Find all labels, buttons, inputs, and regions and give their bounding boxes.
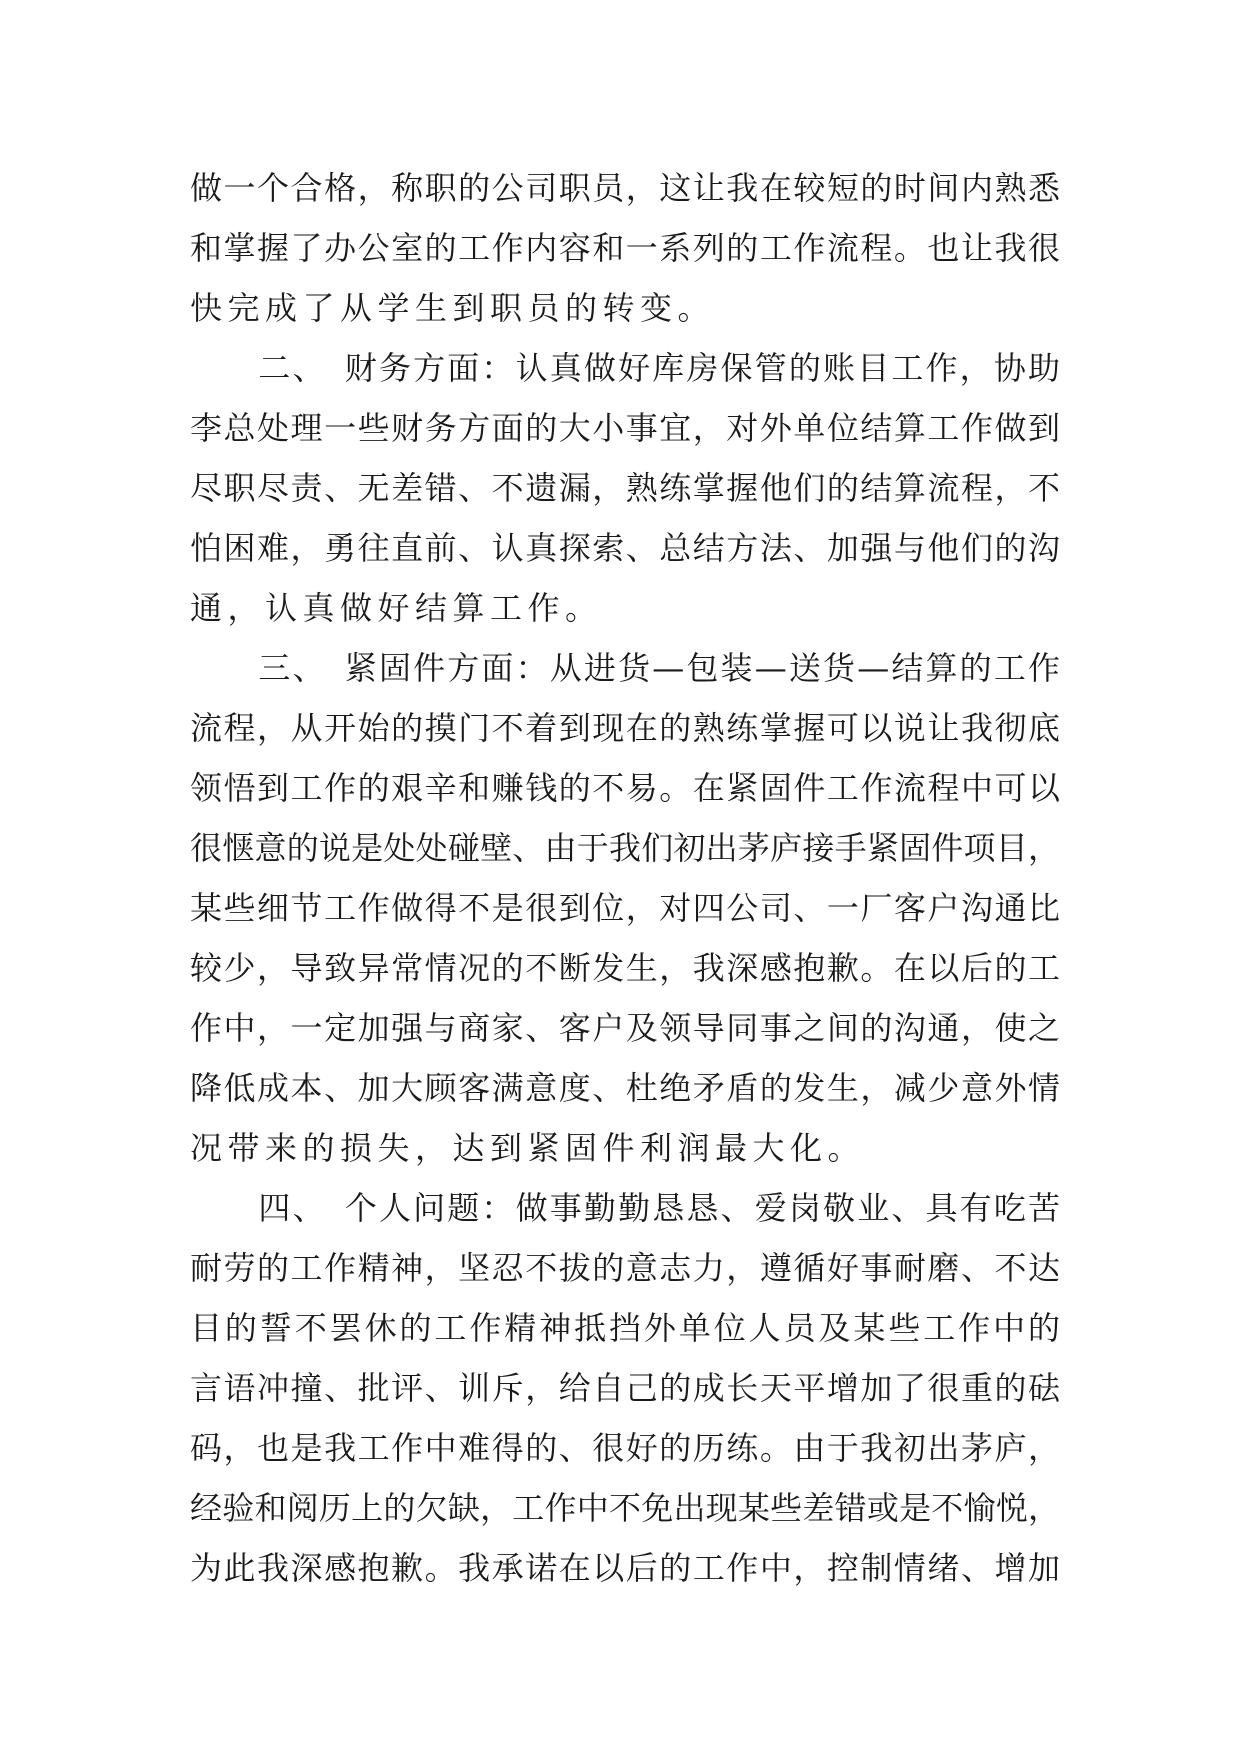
text-line: 言语冲撞、批评、训斥，给自己的成长天平增加了很重的砝 [190,1369,1060,1407]
text-line: 经验和阅历上的欠缺，工作中不免出现某些差错或是不愉悦， [190,1489,1060,1527]
paragraph-fasteners [190,638,1060,1178]
text-line: 通，认真做好结算工作。 [190,589,603,627]
text-line: 领悟到工作的艰辛和赚钱的不易。在紧固件工作流程中可以 [190,769,1060,807]
text-line: 二、 财务方面：认真做好库房保管的账目工作，协助 [190,349,1060,387]
text-line: 流程，从开始的摸门不着到现在的熟练掌握可以说让我彻底 [190,709,1060,747]
text-line: 目的誓不罢休的工作精神抵挡外单位人员及某些工作中的 [190,1309,1060,1347]
text-line: 况带来的损失，达到紧固件利润最大化。 [190,1129,866,1167]
text-line: 四、 个人问题：做事勤勤恳恳、爱岗敬业、具有吃苦 [190,1189,1060,1227]
paragraph-finance [190,338,1060,638]
text-line: 降低成本、加大顾客满意度、杜绝矛盾的发生，减少意外情 [190,1069,1060,1107]
text-line: 怕困难，勇往直前、认真探索、总结方法、加强与他们的沟 [190,529,1060,567]
text-line: 李总处理一些财务方面的大小事宜，对外单位结算工作做到 [190,409,1060,447]
text-line: 耐劳的工作精神，坚忍不拔的意志力，遵循好事耐磨、不达 [190,1249,1060,1287]
text-line: 较少，导致异常情况的不断发生，我深感抱歉。在以后的工 [190,949,1060,987]
text-line: 为此我深感抱歉。我承诺在以后的工作中，控制情绪、增加 [190,1549,1060,1587]
text-line: 三、 紧固件方面：从进货—包装—送货—结算的工作 [190,649,1060,687]
text-line: 和掌握了办公室的工作内容和一系列的工作流程。也让我很 [190,229,1060,267]
text-line: 很惬意的说是处处碰壁、由于我们初出茅庐接手紧固件项目， [190,829,1060,867]
text-line: 快完成了从学生到职员的转变。 [190,289,716,327]
text-line: 作中，一定加强与商家、客户及领导同事之间的沟通，使之 [190,1009,1060,1047]
paragraph [190,158,1060,338]
text-line: 码，也是我工作中难得的、很好的历练。由于我初出茅庐， [190,1429,1060,1467]
text-line: 做一个合格，称职的公司职员，这让我在较短的时间内熟悉 [190,169,1060,207]
document-body [190,158,1060,1598]
text-line: 某些细节工作做得不是很到位，对四公司、一厂客户沟通比 [190,889,1060,927]
paragraph-personal [190,1178,1060,1598]
text-line: 尽职尽责、无差错、不遗漏，熟练掌握他们的结算流程，不 [190,469,1060,507]
